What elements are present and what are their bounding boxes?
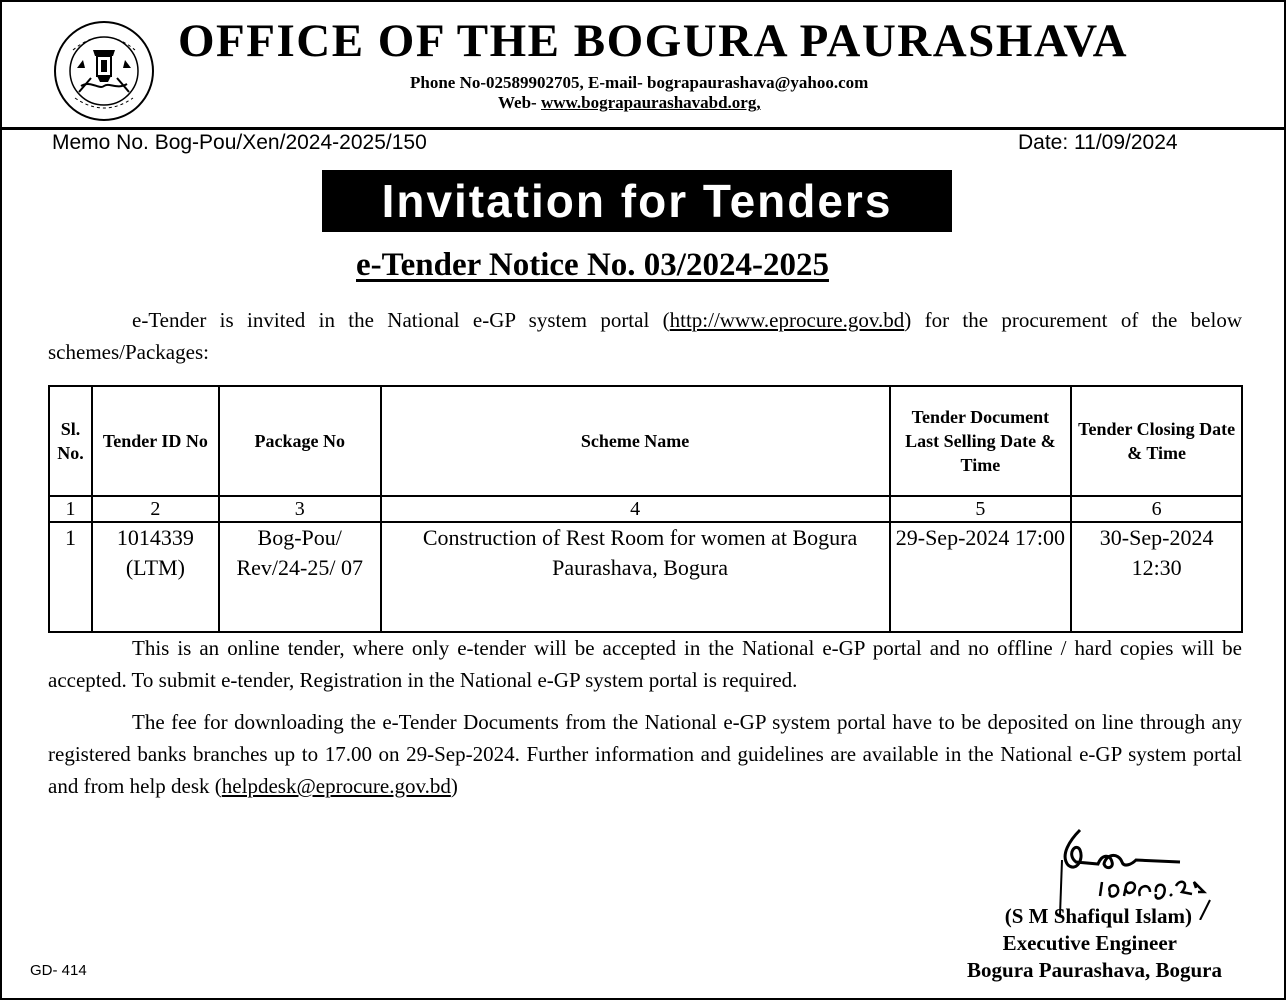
memo-number: Memo No. Bog-Pou/Xen/2024-2025/150 (52, 131, 427, 154)
memo-date: Date: 11/09/2024 (1018, 131, 1178, 154)
contact-phone-email: Phone No-02589902705, E-mail- bograpaurashava@yahoo.com (410, 73, 869, 92)
footer-code: GD- 414 (30, 962, 87, 979)
signatory-block (900, 903, 1222, 984)
cell-package: Bog-Pou/ Rev/24-25/ 07 (219, 522, 381, 632)
col-header-tender-id: Tender ID No (92, 386, 219, 496)
fee-paragraph: The fee for downloading the e-Tender Documents from the National e-GP system portal have to be deposited on line through any registered banks branches up to 17.00 on 29-Sep-2024. Further information and guidelines are available in the National e-GP system portal and from help desk (helpdesk@eprocure.gov.bd) (48, 710, 1242, 798)
web-label: Web- (498, 93, 541, 113)
col-number: 5 (890, 496, 1072, 522)
col-number: 4 (381, 496, 890, 522)
signatory-office: Bogura Paurashava, Bogura (967, 958, 1222, 982)
helpdesk-email-link[interactable]: helpdesk@eprocure.gov.bd (221, 774, 451, 798)
col-number: 6 (1071, 496, 1242, 522)
col-header-closing: Tender Closing Date & Time (1071, 386, 1242, 496)
signatory-designation: Executive Engineer (1002, 931, 1177, 955)
cell-tender-id: 1014339 (LTM) (92, 522, 219, 632)
col-header-package: Package No (219, 386, 381, 496)
cell-last-selling: 29-Sep-2024 17:00 (890, 522, 1072, 632)
web-link[interactable]: www.bograpaurashavabd.org, (540, 93, 761, 113)
col-header-scheme: Scheme Name (381, 386, 890, 496)
tender-table (48, 385, 1243, 633)
cell-sl: 1 (49, 522, 92, 632)
table-row (49, 522, 1242, 632)
notice-number: e-Tender Notice No. 03/2024-2025 (356, 247, 829, 283)
office-title: OFFICE OF THE BOGURA PAURASHAVA (178, 15, 1129, 67)
table-header-row (49, 386, 1242, 496)
contact-web (410, 93, 868, 113)
column-number-row (49, 496, 1242, 522)
header-divider (0, 127, 1286, 130)
col-header-sl: Sl. No. (49, 386, 92, 496)
eprocure-link[interactable]: http://www.eprocure.gov.bd (669, 308, 905, 332)
paurashava-seal-logo (53, 20, 155, 122)
col-header-last-selling: Tender Document Last Selling Date & Time (890, 386, 1072, 496)
signatory-name: (S M Shafiqul Islam) (1004, 904, 1192, 928)
cell-scheme: Construction of Rest Room for women at Bogura Paurashava, Bogura (381, 522, 890, 632)
cell-closing: 30-Sep-2024 12:30 (1071, 522, 1242, 632)
intro-paragraph: e-Tender is invited in the National e-GP system portal (http://www.eprocure.gov.bd) for the procurement of the below schemes/Packages: (48, 308, 1242, 364)
online-tender-paragraph: This is an online tender, where only e-tender will be accepted in the National e-GP portal and no offline / hard copies will be accepted. To submit e-tender, Registration in the National e-GP system portal is required. (48, 636, 1242, 692)
office-contact (410, 73, 868, 114)
invitation-banner: Invitation for Tenders (322, 170, 952, 232)
col-number: 3 (219, 496, 381, 522)
col-number: 2 (92, 496, 219, 522)
col-number: 1 (49, 496, 92, 522)
